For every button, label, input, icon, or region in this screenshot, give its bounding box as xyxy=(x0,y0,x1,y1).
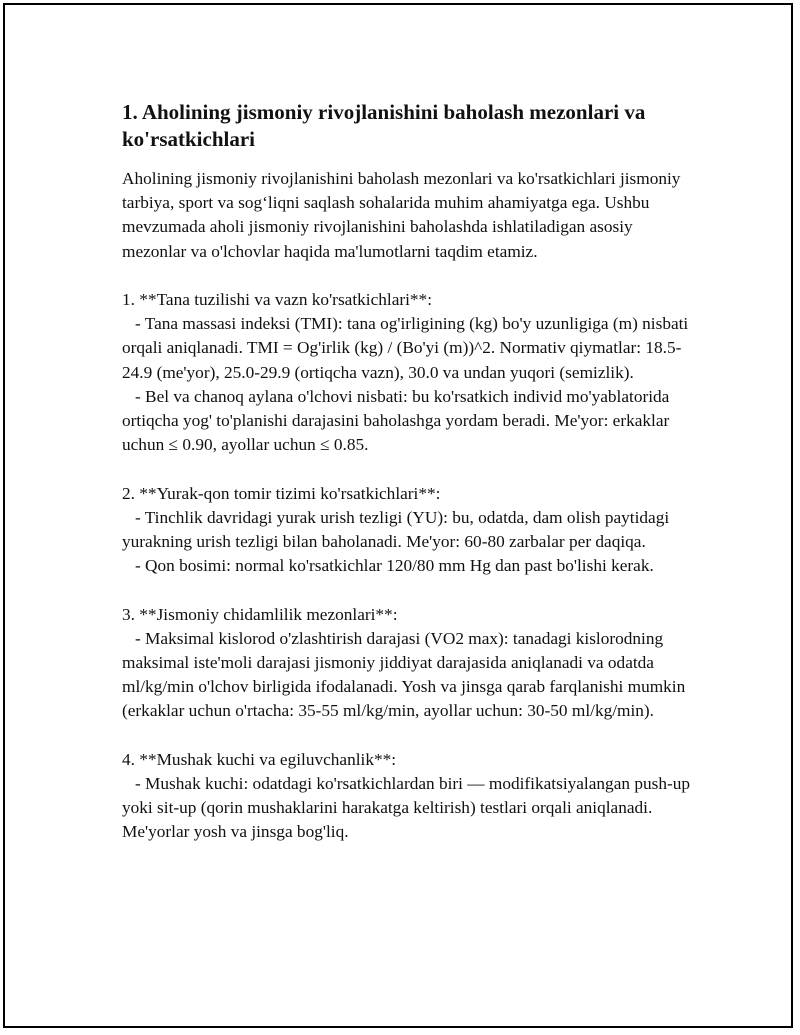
document-title: 1. Aholining jismoniy rivojlanishini baholash mezonlari va ko'rsatkichlari xyxy=(122,100,646,151)
document-body: Aholining jismoniy rivojlanishini baholash mezonlari va ko'rsatkichlari jismoniy tarbiya, sport va sog‘liqni saqlash sohalarida muhim ahamiyatga ega. Ushbu mevzumada aholi jismoniy rivojlanishini baholashda ishlatiladigan asosiy mezonlar va o'lchovlar haqida ma'lumotlarni taqdim etamiz. 1. **Tana tuzilishi va vazn ko'rsatkichlari**: - Tana massasi indeksi (TMI): tana og'irligining (kg) bo'y uzunligiga (m) nisbati orqali aniqlanadi. TMI = Og'irlik (kg) / (Bo'yi (m))^2. Normativ qiymatlar: 18.5-24.9 (me'yor), 25.0-29.9 (ortiqcha vazn), 30.0 va undan yuqori (semizlik). - Bel va chanoq aylana o'lchovi nisbati: bu ko'rsatkich individ mo'yablatorida ortiqcha yog' to'planishi darajasini baholashga yordam beradi. Me'yor: erkaklar uchun ≤ 0.90, ayollar uchun ≤ 0.85. 2. **Yurak-qon tomir tizimi ko'rsatkichlari**: - Tinchlik davridagi yurak urish tezligi (YU): bu, odatda, dam olish paytidagi yurakning urish tezligi bilan baholanadi. Me'yor: 60-80 zarbalar per daqiqa. - Qon bosimi: normal ko'rsatkichlar 120/80 mm Hg dan past bo'lishi kerak. 3. **Jismoniy chidamlilik mezonlari**: - Maksimal kislorod o'zlashtirish darajasi (VO2 max): tanadagi kislorodning maksimal iste'moli darajasi jismoniy jiddiyat darajasida aniqlanadi va odatda ml/kg/min o'lchov birligida ifodalanadi. Yosh va jinsga qarab farqlanishi mumkin (erkaklar uchun o'rtacha: 35-55 ml/kg/min, ayollar uchun: 30-50 ml/kg/min). 4. **Mushak kuchi va egiluvchanlik**: - Mushak kuchi: odatdagi ko'rsatkichlardan biri — modifikatsiyalangan push-up yoki sit-up (qorin mushaklarini harakatga keltirish) testlari orqali aniqlanadi. Me'yorlar yosh va jinsga bog'liq. xyxy=(122,169,691,842)
page-frame xyxy=(3,3,793,1028)
document-content xyxy=(122,99,697,845)
